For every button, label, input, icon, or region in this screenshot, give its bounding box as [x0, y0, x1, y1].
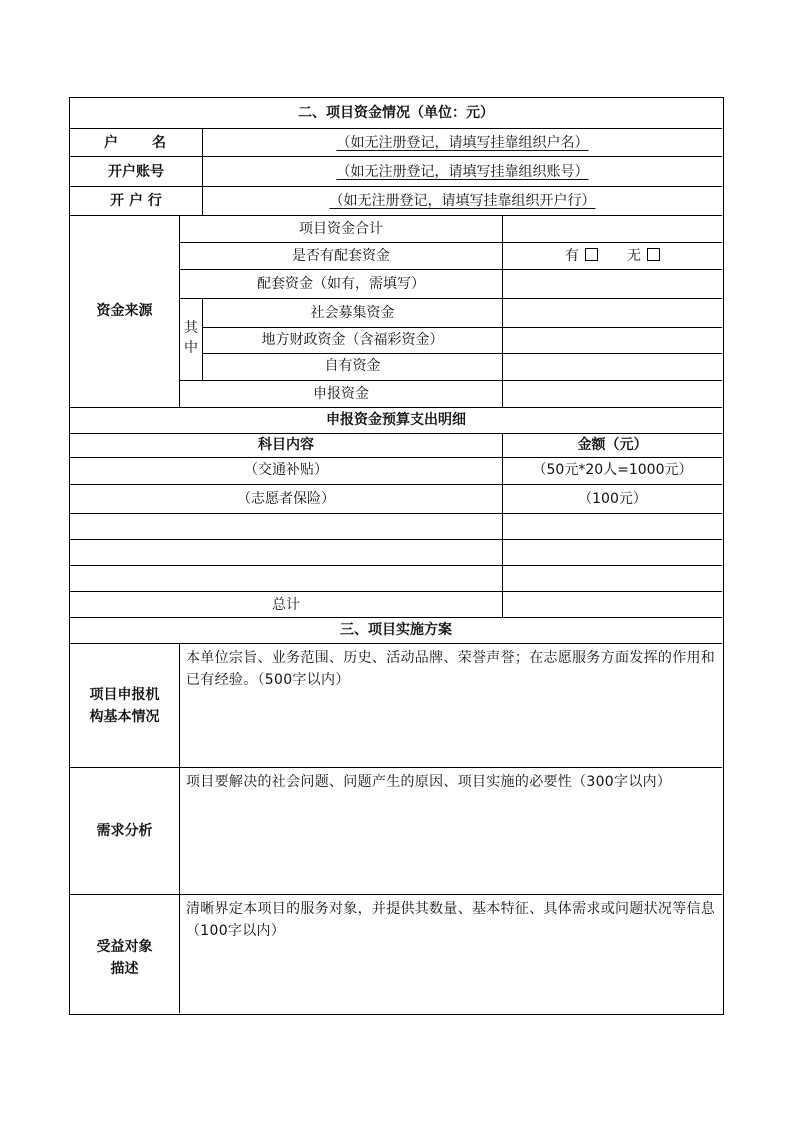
row-divider — [70, 457, 722, 458]
row-divider — [179, 242, 722, 243]
social-funds-label: 社会募集资金 — [310, 305, 395, 321]
application-form-table — [69, 97, 724, 1015]
yes-checkbox[interactable] — [585, 248, 598, 261]
row-divider — [70, 128, 722, 129]
col-divider — [179, 215, 180, 407]
section3-title: 三、项目实施方案 — [340, 622, 452, 638]
row-divider — [70, 186, 722, 187]
col-divider — [502, 215, 503, 407]
matching-funds-label: 配套资金（如有，需填写） — [257, 276, 425, 292]
budget-row1-amount[interactable]: （50元*20人=1000元） — [532, 462, 693, 478]
budget-total-label: 总计 — [272, 597, 300, 613]
budget-col-amount: 金额（元） — [577, 437, 648, 453]
row-divider — [70, 767, 722, 768]
row-divider — [70, 513, 722, 514]
row-divider — [70, 894, 722, 895]
matching-choice — [503, 247, 722, 265]
no-checkbox[interactable] — [647, 248, 660, 261]
beneficiary-label-1: 受益对象 — [96, 939, 153, 955]
row-divider — [70, 433, 722, 434]
row-divider — [70, 643, 722, 644]
row-divider — [70, 215, 722, 216]
own-funds-label: 自有资金 — [324, 358, 381, 374]
org-info-label-2: 构基本情况 — [89, 709, 160, 725]
row-divider — [179, 269, 722, 270]
budget-title: 申报资金预算支出明细 — [326, 412, 466, 428]
section2-title: 二、项目资金情况（单位：元） — [298, 105, 494, 121]
row-divider — [179, 380, 722, 381]
row-divider — [202, 353, 722, 354]
funding-total-label: 项目资金合计 — [299, 221, 383, 237]
has-matching-label: 是否有配套资金 — [292, 248, 390, 264]
no-label: 无 — [626, 248, 641, 264]
account-number-label: 开户账号 — [108, 164, 164, 180]
col-divider — [179, 643, 180, 1013]
funding-source-label: 资金来源 — [96, 303, 153, 319]
needs-analysis-text[interactable]: 项目要解决的社会问题、问题产生的原因、项目实施的必要性（300字以内） — [186, 774, 672, 790]
bank-hint[interactable]: （如无注册登记，请填写挂靠组织开户行） — [329, 193, 596, 209]
org-info-text[interactable]: 本单位宗旨、业务范围、历史、活动品牌、荣誉声誉；在志愿服务方面发挥的作用和已有经验。（500字以内） — [186, 650, 716, 688]
budget-col-item: 科目内容 — [258, 437, 314, 453]
local-finance-label: 地方财政资金（含福彩资金） — [261, 332, 444, 348]
row-divider — [70, 617, 722, 618]
budget-row1-item[interactable]: （交通补贴） — [244, 462, 328, 478]
row-divider — [70, 565, 722, 566]
beneficiary-label-2: 描述 — [110, 961, 139, 977]
needs-analysis-label: 需求分析 — [96, 823, 153, 839]
of-which-label-2: 中 — [184, 340, 198, 356]
org-info-label-1: 项目申报机 — [89, 687, 160, 703]
row-divider — [202, 327, 722, 328]
account-name-label: 户 名 — [104, 135, 168, 151]
row-divider — [70, 539, 722, 540]
yes-label: 有 — [565, 248, 580, 264]
row-divider — [70, 156, 722, 157]
budget-row2-amount[interactable]: （100元） — [578, 491, 647, 507]
beneficiary-text[interactable]: 清晰界定本项目的服务对象，并提供其数量、基本特征、具体需求或问题状况等信息（100字以内） — [186, 901, 716, 939]
bank-label: 开 户 行 — [110, 193, 162, 209]
account-name-hint[interactable]: （如无注册登记，请填写挂靠组织户名） — [336, 135, 589, 151]
applied-funds-label: 申报资金 — [313, 386, 369, 402]
account-number-hint[interactable]: （如无注册登记，请填写挂靠组织账号） — [336, 164, 589, 180]
of-which-label-1: 其 — [184, 320, 198, 336]
row-divider — [70, 407, 722, 408]
row-divider — [70, 484, 722, 485]
row-divider — [179, 298, 722, 299]
budget-row2-item[interactable]: （志愿者保险） — [237, 491, 335, 507]
row-divider — [70, 591, 722, 592]
